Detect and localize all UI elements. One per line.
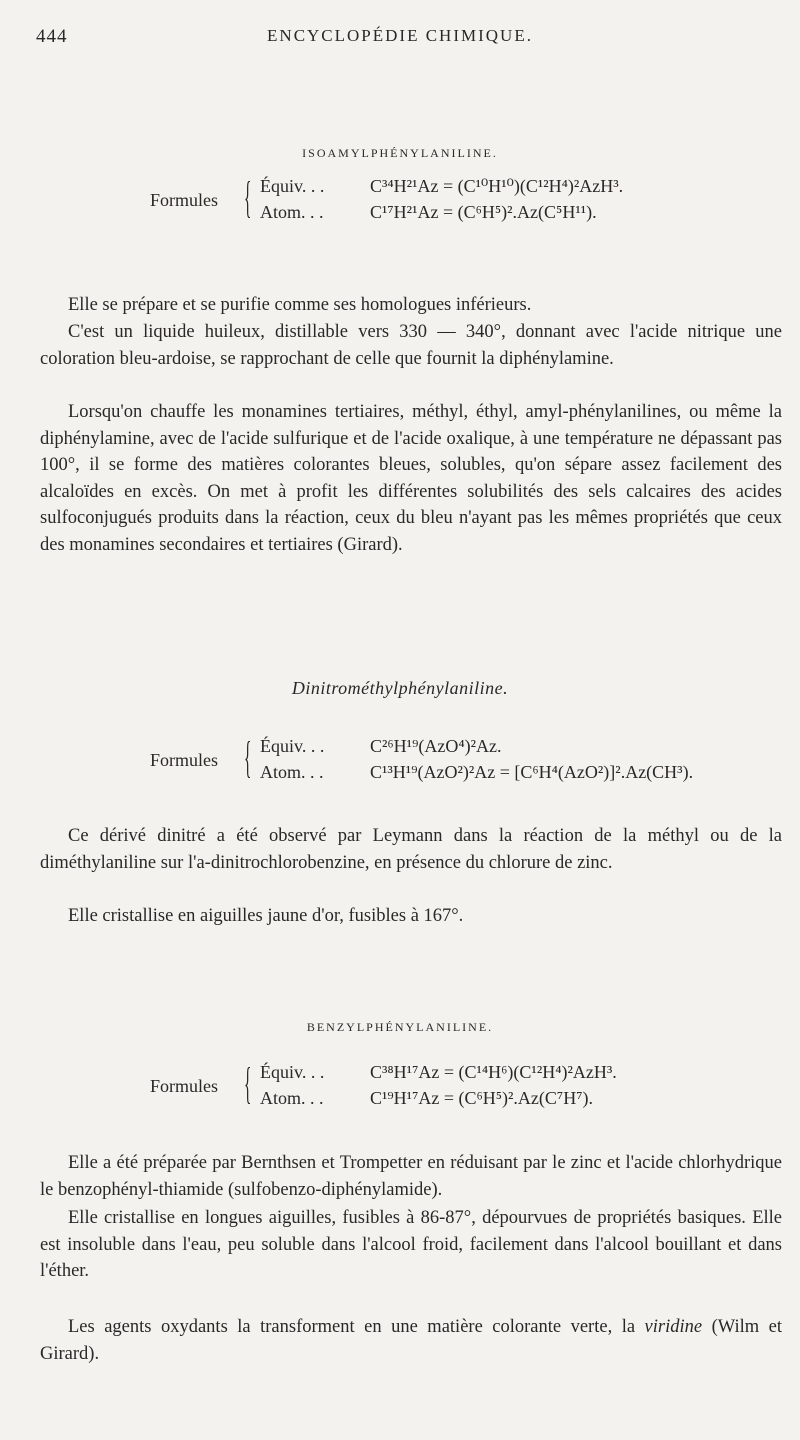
page-number: 444: [36, 26, 68, 47]
paragraph: Elle cristallise en aiguilles jaune d'or, fusibles à 167°.: [68, 906, 464, 926]
formula-label: Formules: [150, 190, 219, 210]
atom-formula: C¹⁹H¹⁷Az = (C⁶H⁵)².Az(C⁷H⁷).: [370, 1088, 593, 1108]
paragraph: Elle cristallise en longues aiguilles, fusibles à 86-87°, dépourvues de propriétés basiques. Elle est insoluble dans l'eau, peu soluble dans l'alcool froid, facilement dans l'alcool bouillant et dans l'éther.: [40, 1208, 782, 1282]
paragraph-text: Les agents oxydants la transforment en une matière colorante verte, la: [68, 1317, 636, 1337]
formula-atom-row: [260, 762, 693, 783]
formula-equiv-row: [260, 1062, 617, 1083]
paragraph: Ce dérivé dinitré a été observé par Leymann dans la réaction de la méthyl ou de la diméthylaniline sur l'a-dinitrochlorobenzine, en présence du chlorure de zinc.: [40, 826, 782, 873]
formula-block-dinitromethylphenylaniline: [0, 733, 800, 788]
equiv-formula: C³⁸H¹⁷Az = (C¹⁴H⁶)(C¹²H⁴)²AzH³.: [370, 1062, 617, 1082]
formula-equiv-row: [260, 736, 501, 757]
formula-atom-row: [260, 202, 597, 223]
equiv-formula: C²⁶H¹⁹(AzO⁴)²Az.: [370, 736, 502, 756]
italic-term: viridine: [644, 1317, 703, 1337]
formula-atom-row: [260, 1088, 593, 1109]
formula-label: Formules: [150, 750, 219, 770]
brace-glyph: {: [244, 733, 252, 782]
section-title-isoamylphenylaniline: ISOAMYLPHÉNYLANILINE.: [302, 146, 498, 160]
brace-glyph: {: [244, 1059, 252, 1108]
brace-glyph: {: [244, 173, 252, 222]
equiv-label: Équiv. . .: [260, 736, 325, 756]
atom-label: Atom. . .: [260, 1088, 324, 1108]
paragraph: Elle se prépare et se purifie comme ses homologues inférieurs.: [68, 295, 532, 315]
atom-label: Atom. . .: [260, 202, 324, 222]
atom-label: Atom. . .: [260, 762, 324, 782]
paragraph-text-end: (Wilm et Girard).: [40, 1317, 782, 1364]
page-header: [0, 26, 800, 52]
running-title: ENCYCLOPÉDIE CHIMIQUE.: [267, 26, 533, 45]
formula-block-benzylphenylaniline: [0, 1059, 800, 1114]
paragraph: Elle a été préparée par Bernthsen et Trompetter en réduisant par le zinc et l'acide chlorhydrique le benzophényl-thiamide (sulfobenzo-diphénylamide).: [40, 1153, 782, 1200]
equiv-label: Équiv. . .: [260, 1062, 325, 1082]
section-title-benzylphenylaniline: BENZYLPHÉNYLANILINE.: [306, 1020, 494, 1034]
paragraph: [40, 1314, 782, 1367]
atom-formula: C¹³H¹⁹(AzO²)²Az = [C⁶H⁴(AzO²)]².Az(CH³).: [370, 762, 694, 782]
paragraph: Lorsqu'on chauffe les monamines tertiaires, méthyl, éthyl, amyl-phénylanilines, ou même la diphénylamine, avec de l'acide sulfurique et de l'acide oxalique, à une température ne dépassant pas 100°, il se forme des matières colorantes bleues, solubles, qu'on sépare assez facilement des alcaloïdes en excès. On met à profit les différentes solubilités des sels calcaires des acides sulfoconjugués produits dans la réaction, ceux du bleu n'ayant pas les mêmes propriétés que ceux des monamines secondaires et tertiaires (Girard).: [40, 402, 782, 555]
equiv-formula: C³⁴H²¹Az = (C¹⁰H¹⁰)(C¹²H⁴)²AzH³.: [370, 176, 624, 196]
equiv-label: Équiv. . .: [260, 176, 325, 196]
atom-formula: C¹⁷H²¹Az = (C⁶H⁵)².Az(C⁵H¹¹).: [370, 202, 597, 222]
section-title-dinitromethylphenylaniline: Dinitrométhylphénylaniline.: [291, 678, 509, 698]
formula-equiv-row: [260, 176, 623, 197]
formula-block-isoamylphenylaniline: [0, 173, 800, 228]
paragraph: C'est un liquide huileux, distillable vers 330 — 340°, donnant avec l'acide nitrique une coloration bleu-ardoise, se rapprochant de celle que fournit la diphénylamine.: [40, 322, 782, 369]
formula-label: Formules: [150, 1076, 219, 1096]
